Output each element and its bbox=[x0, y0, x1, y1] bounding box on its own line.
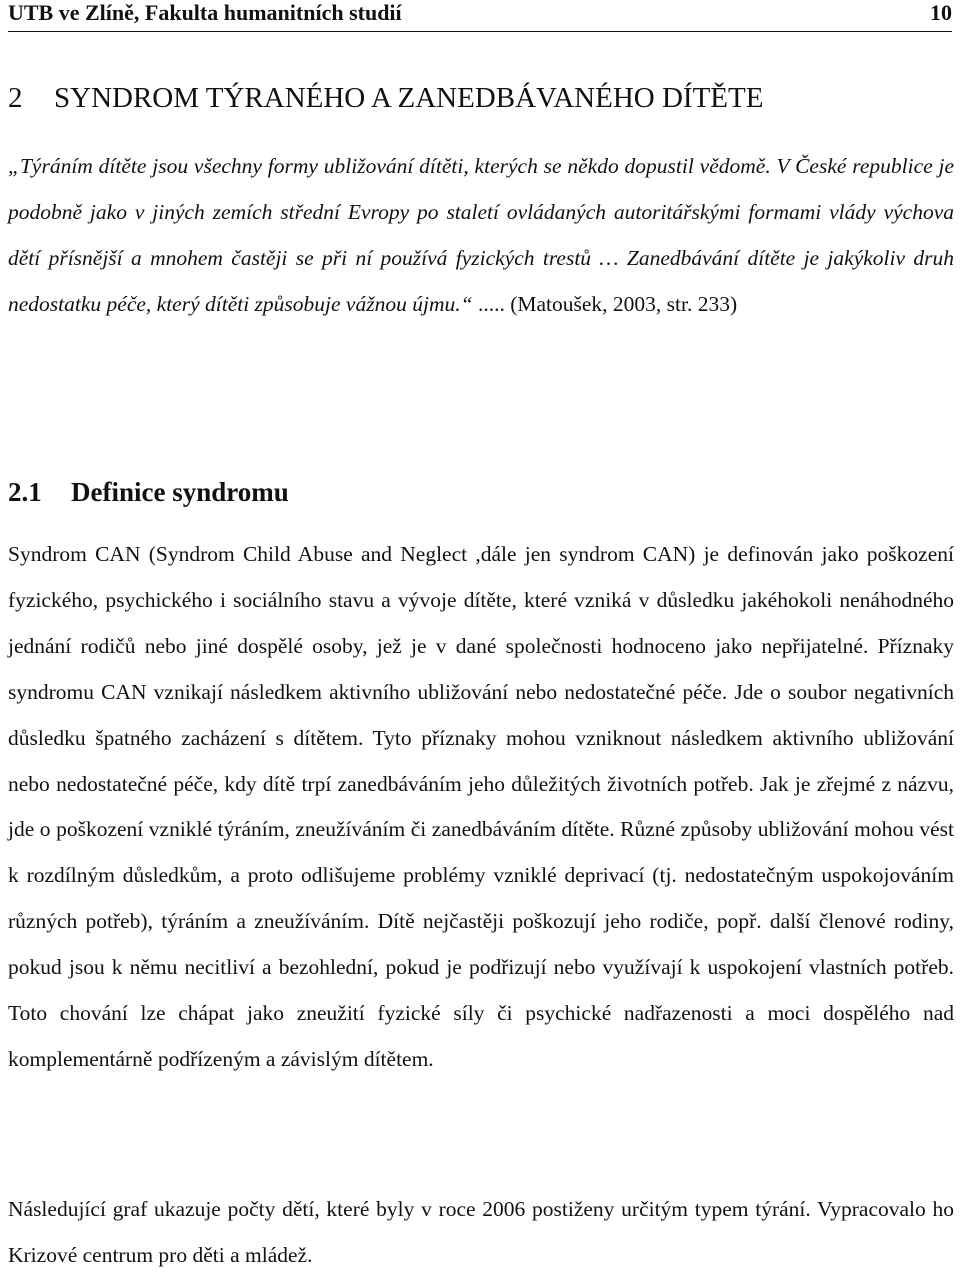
quote-block bbox=[8, 143, 954, 327]
quote-citation: ..... (Matoušek, 2003, str. 233) bbox=[477, 292, 738, 316]
body-paragraph-graph-intro: Následující graf ukazuje počty dětí, které byly v roce 2006 postiženy určitým typem týrání. Vypracovalo ho Krizové centrum pro děti a mládež. bbox=[8, 1197, 954, 1267]
chapter-title: SYNDROM TÝRANÉHO A ZANEDBÁVANÉHO DÍTĚTE bbox=[54, 82, 764, 114]
section-number: 2.1 bbox=[8, 477, 42, 507]
section-heading bbox=[8, 474, 289, 510]
page-number: 10 bbox=[930, 0, 952, 25]
header-institution: UTB ve Zlíně, Fakulta humanitních studií bbox=[8, 0, 402, 25]
page-header bbox=[8, 0, 952, 32]
body-paragraph-definition: Syndrom CAN (Syndrom Child Abuse and Neglect ,dále jen syndrom CAN) je definován jako poškození fyzického, psychického i sociálního stavu a vývoje dítěte, které vzniká v důsledku jakéhokoli nenáhodného jednání rodičů nebo jiné dospělé osoby, jež je v dané společnosti hodnoceno jako nepřijatelné. Příznaky syndromu CAN vznikají následkem aktivního ubližování nebo nedostatečné péče. Jde o soubor negativních důsledku špatného zacházení s dítětem. Tyto příznaky mohou vzniknout následkem aktivního ubližování nebo nedostatečné péče, kdy dítě trpí zanedbáváním jeho důležitých životních potřeb. Jak je zřejmé z názvu, jde o poškození vzniklé týráním, zneužíváním či zanedbáváním dítěte. Různé způsoby ubližování mohou vést k rozdílným důsledkům, a proto odlišujeme problémy vzniklé deprivací (tj. nedostatečným uspokojováním různých potřeb), týráním a zneužíváním. Dítě nejčastěji poškozují jeho rodiče, popř. další členové rodiny, pokud jsou k němu necitliví a bezohlední, pokud je podřizují nebo využívají k uspokojení vlastních potřeb. Toto chování lze chápat jako zneužití fyzické síly či psychické nadřazenosti a moci dospělého nad komplementárně podřízeným a závislým dítětem. bbox=[8, 542, 954, 1071]
chapter-heading bbox=[8, 80, 763, 116]
quote-text: „Týráním dítěte jsou všechny formy ubližování dítěti, kterých se někdo dopustil vědomě. V České republice je podobně jako v jiných zemích střední Evropy po staletí ovládaných autoritářskými formami vlády výchova dětí přísnější a mnohem častěji se při ní používá fyzických trestů … Zanedbávání dítěte je jakýkoliv druh nedostatku péče, který dítěti způsobuje vážnou újmu.“ bbox=[8, 154, 954, 316]
section-title: Definice syndromu bbox=[71, 477, 289, 507]
chapter-number: 2 bbox=[8, 82, 23, 114]
